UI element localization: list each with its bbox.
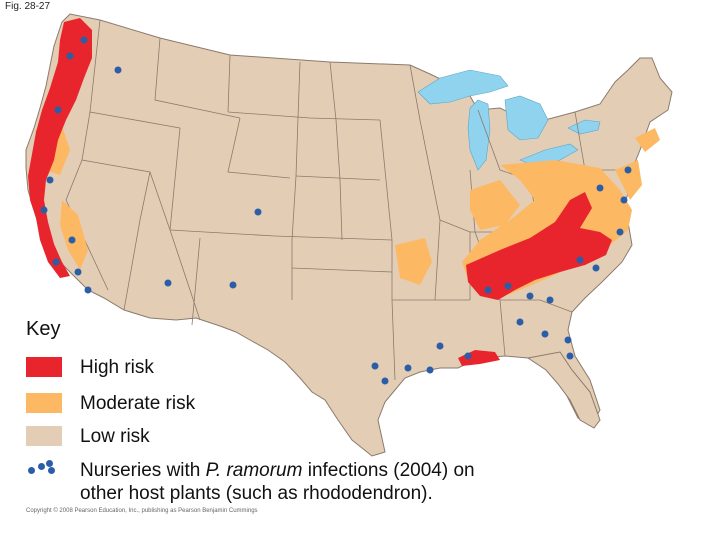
nursery-dot xyxy=(85,287,92,294)
nursery-dot xyxy=(67,53,74,60)
nursery-dot xyxy=(505,283,512,290)
nursery-dot xyxy=(617,229,624,236)
nursery-dot xyxy=(517,319,524,326)
nurseries-species: P. ramorum xyxy=(205,460,303,481)
moderate-risk-label: Moderate risk xyxy=(80,393,196,414)
nursery-dot xyxy=(547,297,554,304)
nursery-dot xyxy=(437,343,444,350)
moderate-risk-swatch xyxy=(26,393,62,413)
nursery-dot xyxy=(372,363,379,370)
nursery-dot xyxy=(382,378,389,385)
legend-high-risk xyxy=(26,356,154,378)
figure-label: Fig. 28-27 xyxy=(5,1,51,12)
nursery-dot xyxy=(465,353,472,360)
nurseries-line2: other host plants (such as rhododendron). xyxy=(80,483,433,504)
nursery-dot xyxy=(75,269,82,276)
legend-low-risk xyxy=(26,425,150,447)
low-risk-swatch xyxy=(26,426,62,446)
low-risk-label: Low risk xyxy=(80,426,150,447)
nursery-dots-swatch xyxy=(26,459,62,479)
nursery-dot xyxy=(81,37,88,44)
nursery-dot xyxy=(625,167,632,174)
nursery-dot xyxy=(53,259,60,266)
nursery-dot xyxy=(621,197,628,204)
nursery-dot xyxy=(255,209,262,216)
nursery-dot xyxy=(577,257,584,264)
legend-nurseries xyxy=(26,459,475,504)
nursery-dot xyxy=(485,287,492,294)
high-risk-swatch xyxy=(26,357,62,377)
key-title: Key xyxy=(26,318,61,340)
nursery-dot xyxy=(597,185,604,192)
high-risk-label: High risk xyxy=(80,357,154,378)
nursery-dot xyxy=(41,207,48,214)
nursery-dot xyxy=(527,293,534,300)
nurseries-label xyxy=(80,459,475,505)
nursery-dot xyxy=(55,107,62,114)
nursery-dot xyxy=(405,365,412,372)
nursery-dot xyxy=(47,177,54,184)
nursery-dot xyxy=(567,353,574,360)
nursery-dot xyxy=(69,237,76,244)
nursery-dot xyxy=(230,282,237,289)
nurseries-suffix: infections (2004) on xyxy=(302,460,475,481)
nursery-dot xyxy=(542,331,549,338)
nurseries-prefix: Nurseries with xyxy=(80,460,206,481)
nursery-dot xyxy=(427,367,434,374)
nursery-dot xyxy=(115,67,122,74)
nursery-dot xyxy=(565,337,572,344)
legend-moderate-risk xyxy=(26,392,196,414)
nursery-dot xyxy=(593,265,600,272)
copyright-notice: Copyright © 2008 Pearson Education, Inc., publishing as Pearson Benjamin Cummings xyxy=(26,508,258,514)
nursery-dot xyxy=(165,280,172,287)
